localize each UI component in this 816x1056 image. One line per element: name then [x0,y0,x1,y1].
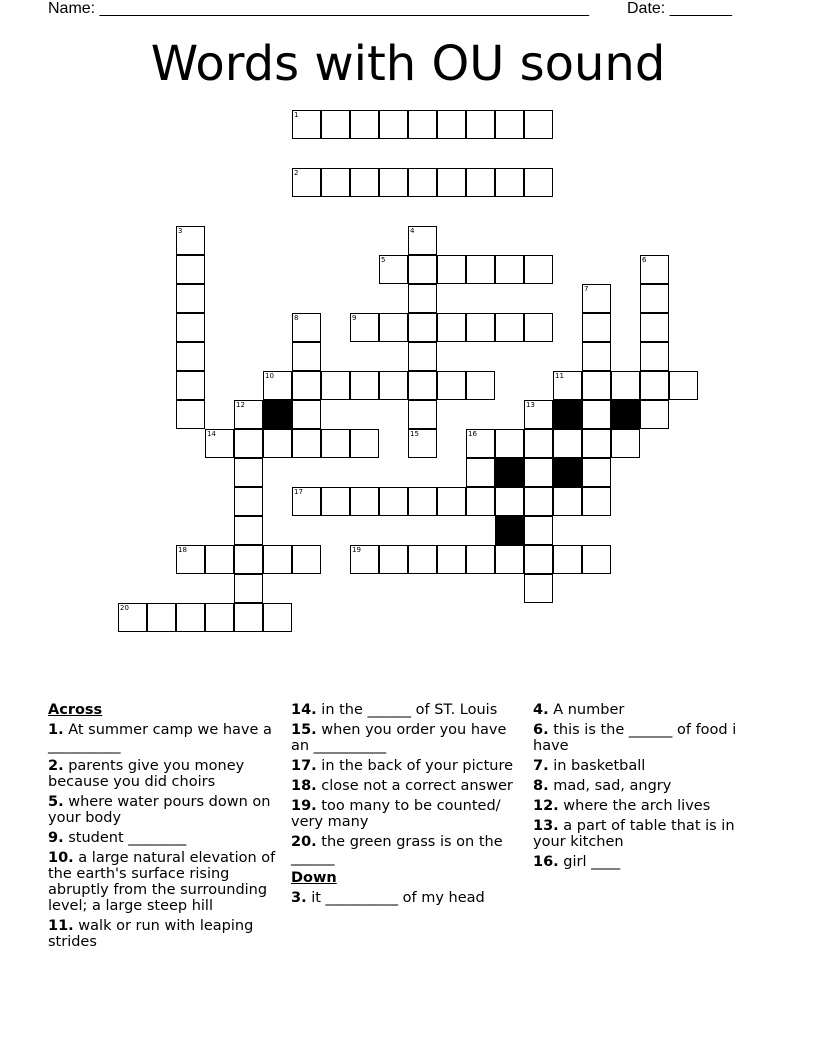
crossword-cell[interactable] [437,313,466,342]
clue-column-1 [48,702,280,954]
crossword-cell[interactable] [321,371,350,400]
crossword-cell[interactable] [466,371,495,400]
clue-number-3: 3 [178,227,183,235]
crossword-cell[interactable] [495,429,524,458]
crossword-cell[interactable] [582,313,611,342]
crossword-cell[interactable] [582,458,611,487]
crossword-cell[interactable] [466,487,495,516]
crossword-cell[interactable] [234,458,263,487]
clue-text: At summer camp we have a __________ [48,722,272,754]
clue-number-16: 16 [468,430,477,438]
clue-item [533,798,765,814]
clue-text: mad, sad, angry [548,778,672,794]
clue-number-1: 1 [294,111,299,119]
crossword-cell[interactable] [234,429,263,458]
crossword-cell[interactable] [205,603,234,632]
clue-text: a large natural elevation of the earth's surface rising abruptly from the surrounding level; a large steep hill [48,850,276,914]
crossword-cell[interactable] [495,255,524,284]
clue-item [48,850,280,914]
date-field-label: Date: _______ [627,0,732,17]
clue-number-12: 12 [236,401,245,409]
crossword-cell[interactable] [640,313,669,342]
clue-number-7: 7 [584,285,589,293]
clue-number-18: 18 [178,546,187,554]
crossword-cell[interactable] [263,603,292,632]
crossword-cell[interactable] [176,255,205,284]
clue-text: student ________ [63,830,187,846]
clue-number: 5. [48,794,64,810]
clue-item [291,834,523,866]
crossword-cell[interactable] [582,342,611,371]
crossword-cell[interactable] [408,168,437,197]
clue-number-9: 9 [352,314,357,322]
clue-text: in the back of your picture [316,758,514,774]
crossword-cell[interactable] [582,429,611,458]
clue-text: A number [548,702,625,718]
clue-number: 12. [533,798,559,814]
crossword-cell[interactable] [466,110,495,139]
crossword-cell[interactable] [408,342,437,371]
crossword-cell[interactable] [176,371,205,400]
clue-item [291,722,523,754]
clue-number: 19. [291,798,317,814]
clue-number-19: 19 [352,546,361,554]
clue-text: it __________ of my head [306,890,485,906]
crossword-cell[interactable] [669,371,698,400]
crossword-cell[interactable] [379,313,408,342]
clue-number: 15. [291,722,317,738]
clue-number: 2. [48,758,64,774]
crossword-cell[interactable] [379,487,408,516]
crossword-cell[interactable] [350,487,379,516]
crossword-cell[interactable] [350,371,379,400]
clue-number-15: 15 [410,430,419,438]
clue-number-11: 11 [555,372,564,380]
clue-item [533,758,765,774]
crossword-cell[interactable] [408,371,437,400]
crossword-cell[interactable] [379,110,408,139]
clue-number-2: 2 [294,169,299,177]
clue-item [533,722,765,754]
crossword-cell[interactable] [466,313,495,342]
clue-number: 13. [533,818,559,834]
clue-text: a part of table that is in your kitchen [533,818,735,850]
crossword-cell[interactable] [292,342,321,371]
crossword-cell[interactable] [524,487,553,516]
clue-number-8: 8 [294,314,299,322]
crossword-cell[interactable] [582,487,611,516]
clue-number: 7. [533,758,549,774]
crossword-cell[interactable] [524,429,553,458]
clue-number: 3. [291,890,307,906]
crossword-cell[interactable] [234,603,263,632]
clue-number-20: 20 [120,604,129,612]
clue-text: parents give you money because you did choirs [48,758,245,790]
clue-item [291,890,523,906]
clue-number: 10. [48,850,74,866]
crossword-cell[interactable] [176,284,205,313]
clue-item [291,778,523,794]
crossword-cell[interactable] [408,545,437,574]
clue-number: 14. [291,702,317,718]
clue-number-4: 4 [410,227,415,235]
crossword-cell[interactable] [408,487,437,516]
crossword-cell[interactable] [524,255,553,284]
crossword-cell[interactable] [292,400,321,429]
across-heading: Across [48,702,103,718]
clue-number: 4. [533,702,549,718]
crossword-cell[interactable] [176,603,205,632]
clue-text: when you order you have an __________ [291,722,507,754]
crossword-cell[interactable] [350,110,379,139]
crossword-cell[interactable] [321,110,350,139]
crossword-cell[interactable] [524,458,553,487]
crossword-cell[interactable] [437,255,466,284]
crossword-cell[interactable] [553,545,582,574]
crossword-cell[interactable] [524,516,553,545]
clue-text: in basketball [548,758,646,774]
clue-text: where water pours down on your body [48,794,271,826]
crossword-cell[interactable] [437,371,466,400]
crossword-cell[interactable] [234,545,263,574]
clue-number: 20. [291,834,317,850]
clue-item [48,722,280,754]
crossword-cell[interactable] [582,400,611,429]
crossword-cell[interactable] [495,545,524,574]
crossword-cell[interactable] [495,313,524,342]
crossword-black-cell [611,400,640,429]
crossword-cell[interactable] [321,168,350,197]
crossword-cell[interactable] [437,110,466,139]
crossword-cell[interactable] [350,429,379,458]
clue-item [48,830,280,846]
clue-number: 11. [48,918,74,934]
crossword-cell[interactable] [611,371,640,400]
crossword-cell[interactable] [205,545,234,574]
crossword-cell[interactable] [611,429,640,458]
crossword-cell[interactable] [524,313,553,342]
crossword-black-cell [553,458,582,487]
crossword-cell[interactable] [640,371,669,400]
crossword-cell[interactable] [640,284,669,313]
crossword-black-cell [495,458,524,487]
crossword-cell[interactable] [234,574,263,603]
clue-number: 8. [533,778,549,794]
crossword-cell[interactable] [437,487,466,516]
crossword-cell[interactable] [292,545,321,574]
crossword-cell[interactable] [466,545,495,574]
crossword-cell[interactable] [495,110,524,139]
clue-text: this is the ______ of food i have [533,722,737,754]
crossword-cell[interactable] [147,603,176,632]
crossword-cell[interactable] [495,168,524,197]
crossword-black-cell [495,516,524,545]
crossword-cell[interactable] [466,458,495,487]
crossword-cell[interactable] [640,342,669,371]
crossword-cell[interactable] [582,371,611,400]
crossword-cell[interactable] [408,110,437,139]
clue-item [533,702,765,718]
crossword-cell[interactable] [437,168,466,197]
name-field-label: Name: _______________________________________________________ [48,0,589,17]
crossword-cell[interactable] [495,487,524,516]
clue-item [291,702,523,718]
crossword-cell[interactable] [466,255,495,284]
crossword-cell[interactable] [408,284,437,313]
clue-item [48,794,280,826]
crossword-cell[interactable] [321,487,350,516]
crossword-cell[interactable] [263,545,292,574]
clue-number-10: 10 [265,372,274,380]
crossword-cell[interactable] [292,429,321,458]
crossword-cell[interactable] [524,545,553,574]
crossword-cell[interactable] [437,545,466,574]
crossword-cell[interactable] [350,168,379,197]
clue-text: too many to be counted/ very many [291,798,501,830]
crossword-cell[interactable] [524,168,553,197]
clue-item [533,778,765,794]
crossword-cell[interactable] [408,400,437,429]
crossword-black-cell [263,400,292,429]
clue-item [533,854,765,870]
crossword-cell[interactable] [292,371,321,400]
clue-item [533,818,765,850]
crossword-cell[interactable] [379,371,408,400]
crossword-cell[interactable] [408,255,437,284]
clue-number-5: 5 [381,256,386,264]
clue-number: 16. [533,854,559,870]
clue-text: walk or run with leaping strides [48,918,254,950]
clue-item [48,918,280,950]
clue-text: the green grass is on the ______ [291,834,503,866]
clue-column-3 [533,702,765,874]
crossword-cell[interactable] [408,313,437,342]
clue-number: 18. [291,778,317,794]
crossword-cell[interactable] [176,313,205,342]
crossword-black-cell [553,400,582,429]
clue-number: 1. [48,722,64,738]
clue-number-17: 17 [294,488,303,496]
crossword-cell[interactable] [321,429,350,458]
clue-number-13: 13 [526,401,535,409]
crossword-cell[interactable] [379,545,408,574]
clue-text: girl ____ [558,854,621,870]
crossword-cell[interactable] [234,516,263,545]
crossword-cell[interactable] [176,400,205,429]
crossword-cell[interactable] [466,168,495,197]
clue-number: 6. [533,722,549,738]
crossword-cell[interactable] [234,487,263,516]
crossword-cell[interactable] [553,429,582,458]
clue-number-14: 14 [207,430,216,438]
down-heading: Down [291,870,337,886]
crossword-cell[interactable] [176,342,205,371]
crossword-cell[interactable] [524,110,553,139]
clue-number: 9. [48,830,64,846]
clue-item [48,758,280,790]
clue-text: where the arch lives [558,798,711,814]
page-title: Words with OU sound [150,36,666,92]
crossword-cell[interactable] [379,168,408,197]
clue-number: 17. [291,758,317,774]
clue-number-6: 6 [642,256,647,264]
crossword-cell[interactable] [640,400,669,429]
crossword-cell[interactable] [582,545,611,574]
clue-text: in the ______ of ST. Louis [316,702,498,718]
clue-item [291,798,523,830]
crossword-cell[interactable] [524,574,553,603]
crossword-cell[interactable] [553,487,582,516]
crossword-cell[interactable] [263,429,292,458]
clue-text: close not a correct answer [316,778,513,794]
clue-item [291,758,523,774]
clue-column-2 [291,702,523,910]
